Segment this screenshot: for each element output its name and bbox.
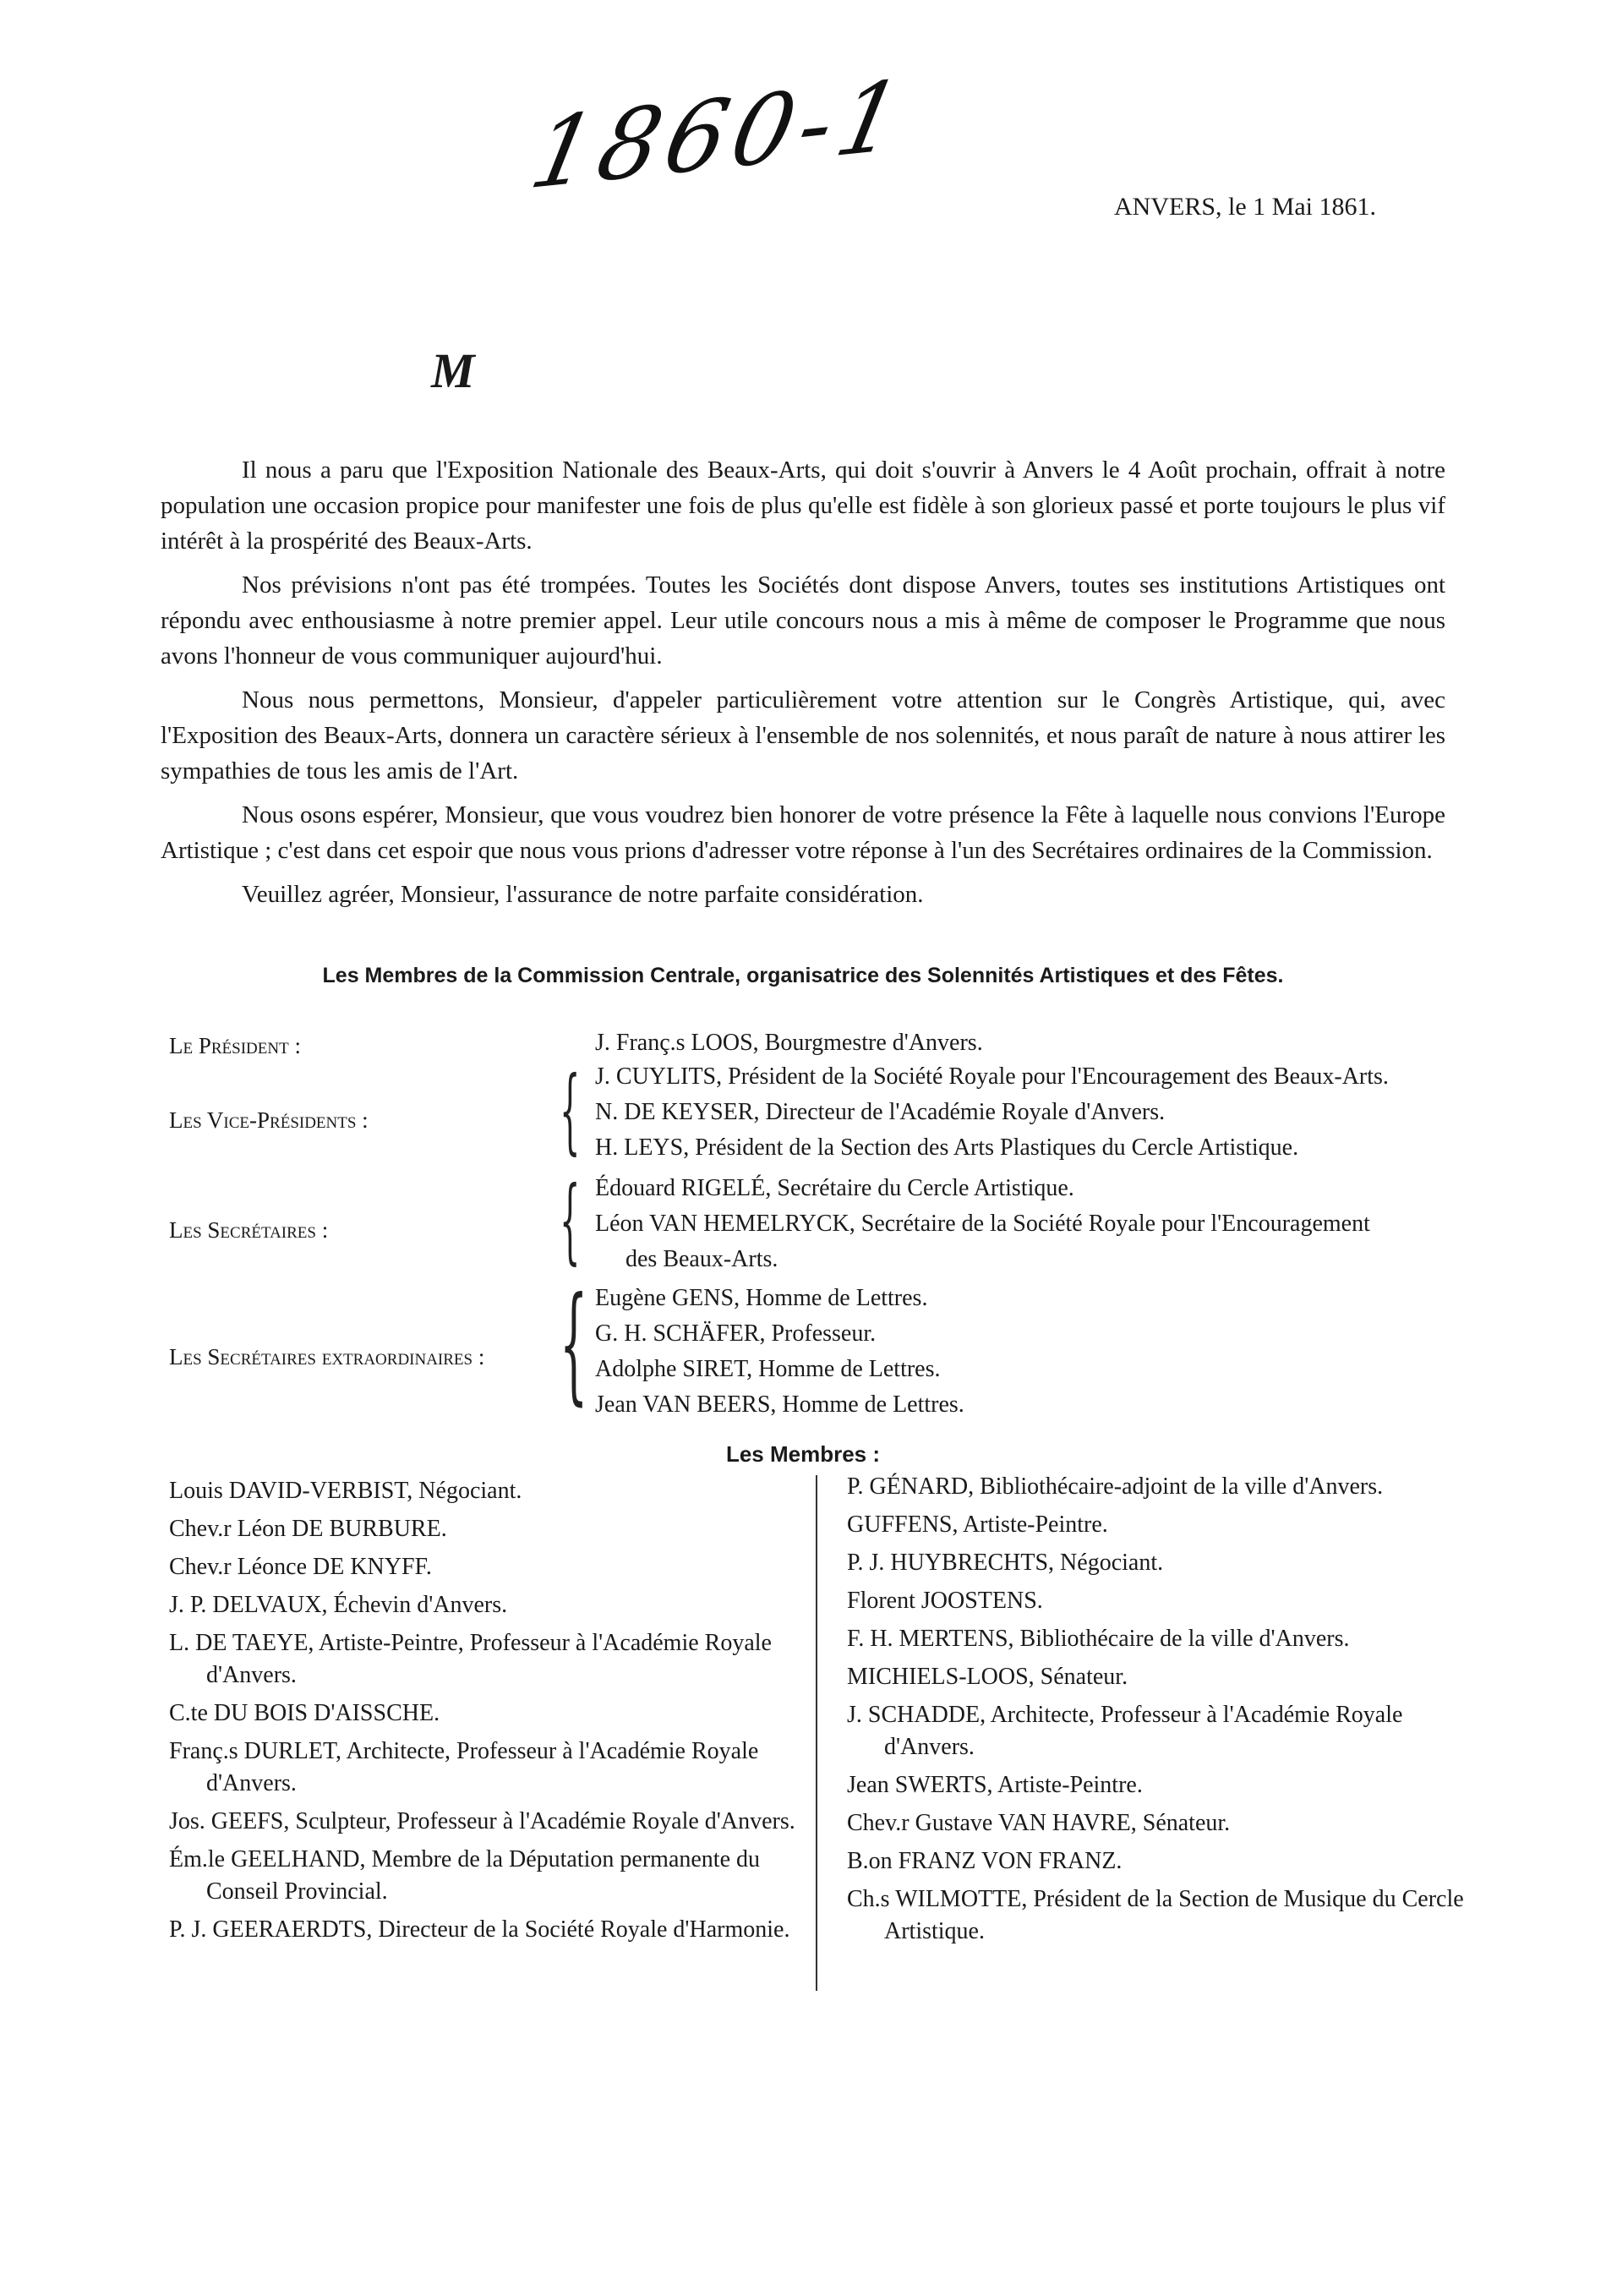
member-item: Ch.s WILMOTTE, Président de la Section de Musique du Cercle Artistique. <box>847 1886 1464 1944</box>
member-item: J. P. DELVAUX, Échevin d'Anvers. <box>169 1592 508 1618</box>
salutation: M <box>431 343 475 398</box>
member-item: P. J. GEERAERDTS, Directeur de la Société Royale d'Harmonie. <box>169 1916 790 1943</box>
dateline: ANVERS, le 1 Mai 1861. <box>1114 193 1376 221</box>
member-item: GUFFENS, Artiste-Peintre. <box>847 1512 1108 1538</box>
member-item: Chev.r Gustave VAN HAVRE, Sénateur. <box>847 1810 1231 1836</box>
secretary-entry: des Beaux-Arts. <box>625 1246 778 1272</box>
president-entry: J. Franç.s LOOS, Bourgmestre d'Anvers. <box>595 1030 983 1056</box>
secretary-entry: Léon VAN HEMELRYCK, Secrétaire de la Société Royale pour l'Encouragement <box>595 1211 1370 1237</box>
commission-title: Les Membres de la Commission Centrale, organisatrice des Solennités Artistiques et des Fêtes. <box>322 964 1284 987</box>
member-item: Jos. GEEFS, Sculpteur, Professeur à l'Académie Royale d'Anvers. <box>169 1808 795 1834</box>
member-item: Florent JOOSTENS. <box>847 1588 1043 1614</box>
member-item: L. DE TAEYE, Artiste-Peintre, Professeur à l'Académie Royale d'Anvers. <box>169 1630 772 1688</box>
vice-presidents-label: Les Vice-Présidents : <box>169 1107 369 1133</box>
brace-icon: { <box>560 1056 581 1164</box>
member-item: Louis DAVID-VERBIST, Négociant. <box>169 1478 522 1504</box>
member-item: Jean SWERTS, Artiste-Peintre. <box>847 1772 1143 1798</box>
secretary-extra-entry: Jean VAN BEERS, Homme de Lettres. <box>595 1391 964 1418</box>
handwritten-archive-number: 1860-1 <box>522 59 918 211</box>
paragraph: Il nous a paru que l'Exposition Nationale des Beaux-Arts, qui doit s'ouvrir à Anvers le 4 Août prochain, offrait à notre population une occasion propice pour manifester une fois de plus qu'elle est fidèle à son glorieux passé et porte toujours le plus vif intérêt à la prospérité des Beaux-Arts. <box>161 456 1445 555</box>
vice-president-entry: N. DE KEYSER, Directeur de l'Académie Royale d'Anvers. <box>595 1099 1166 1125</box>
member-item: B.on FRANZ VON FRANZ. <box>847 1848 1123 1874</box>
member-item: Chev.r Léon DE BURBURE. <box>169 1516 447 1542</box>
secretary-extra-entry: Adolphe SIRET, Homme de Lettres. <box>595 1356 941 1382</box>
president-label: Le Président : <box>169 1033 301 1058</box>
paragraph: Veuillez agréer, Monsieur, l'assurance de notre parfaite considération. <box>242 881 924 908</box>
member-item: Chev.r Léonce DE KNYFF. <box>169 1554 432 1580</box>
secretaries-label: Les Secrétaires : <box>169 1217 329 1243</box>
vice-president-entry: H. LEYS, Président de la Section des Arts Plastiques du Cercle Artistique. <box>595 1134 1299 1161</box>
members-title: Les Membres : <box>725 1441 881 1467</box>
member-item: Franç.s DURLET, Architecte, Professeur à l'Académie Royale d'Anvers. <box>169 1738 759 1796</box>
secretary-extra-entry: G. H. SCHÄFER, Professeur. <box>595 1320 877 1347</box>
paragraph: Nous nous permettons, Monsieur, d'appeler particulièrement votre attention sur le Congrès Artistique, qui, avec l'Exposition des Beaux-Arts, donnera un caractère sérieux à l'ensemble de nos solennités, et nous paraît de nature à nous attirer les sympathies de tous les amis de l'Art. <box>161 686 1445 784</box>
member-item: MICHIELS-LOOS, Sénateur. <box>847 1664 1128 1690</box>
member-item: P. GÉNARD, Bibliothécaire-adjoint de la ville d'Anvers. <box>847 1473 1384 1500</box>
member-item: Ém.le GEELHAND, Membre de la Députation permanente du Conseil Provincial. <box>169 1846 761 1905</box>
member-item: F. H. MERTENS, Bibliothécaire de la ville d'Anvers. <box>847 1626 1350 1652</box>
paragraph: Nos prévisions n'ont pas été trompées. Toutes les Sociétés dont dispose Anvers, toutes ses institutions Artistiques ont répondu avec enthousiasme à notre premier appel. Leur utile concours nous a mis à même de composer le Programme que nous avons l'honneur de vous communiquer aujourd'hui. <box>161 571 1445 670</box>
letter-body <box>161 452 1445 921</box>
member-item: J. SCHADDE, Architecte, Professeur à l'Académie Royale d'Anvers. <box>847 1702 1403 1760</box>
members-right-column <box>847 1471 1464 1954</box>
secretaries-extra-label: Les Secrétaires extraordinaires : <box>169 1344 485 1369</box>
vice-president-entry: J. CUYLITS, Président de la Société Royale pour l'Encouragement des Beaux-Arts. <box>595 1063 1389 1090</box>
member-item: P. J. HUYBRECHTS, Négociant. <box>847 1550 1164 1576</box>
secretary-extra-entry: Eugène GENS, Homme de Lettres. <box>595 1285 928 1311</box>
paragraph: Nous osons espérer, Monsieur, que vous voudrez bien honorer de votre présence la Fête à laquelle nous convions l'Europe Artistique ; c'est dans cet espoir que nous vous prions d'adresser votre réponse à l'un des Secrétaires ordinaires de la Commission. <box>161 801 1445 864</box>
brace-icon: { <box>560 1166 581 1274</box>
brace-icon: { <box>560 1271 588 1418</box>
secretary-entry: Édouard RIGELÉ, Secrétaire du Cercle Artistique. <box>595 1175 1074 1201</box>
members-left-column <box>169 1475 820 1952</box>
member-item: C.te DU BOIS D'AISSCHE. <box>169 1700 440 1726</box>
